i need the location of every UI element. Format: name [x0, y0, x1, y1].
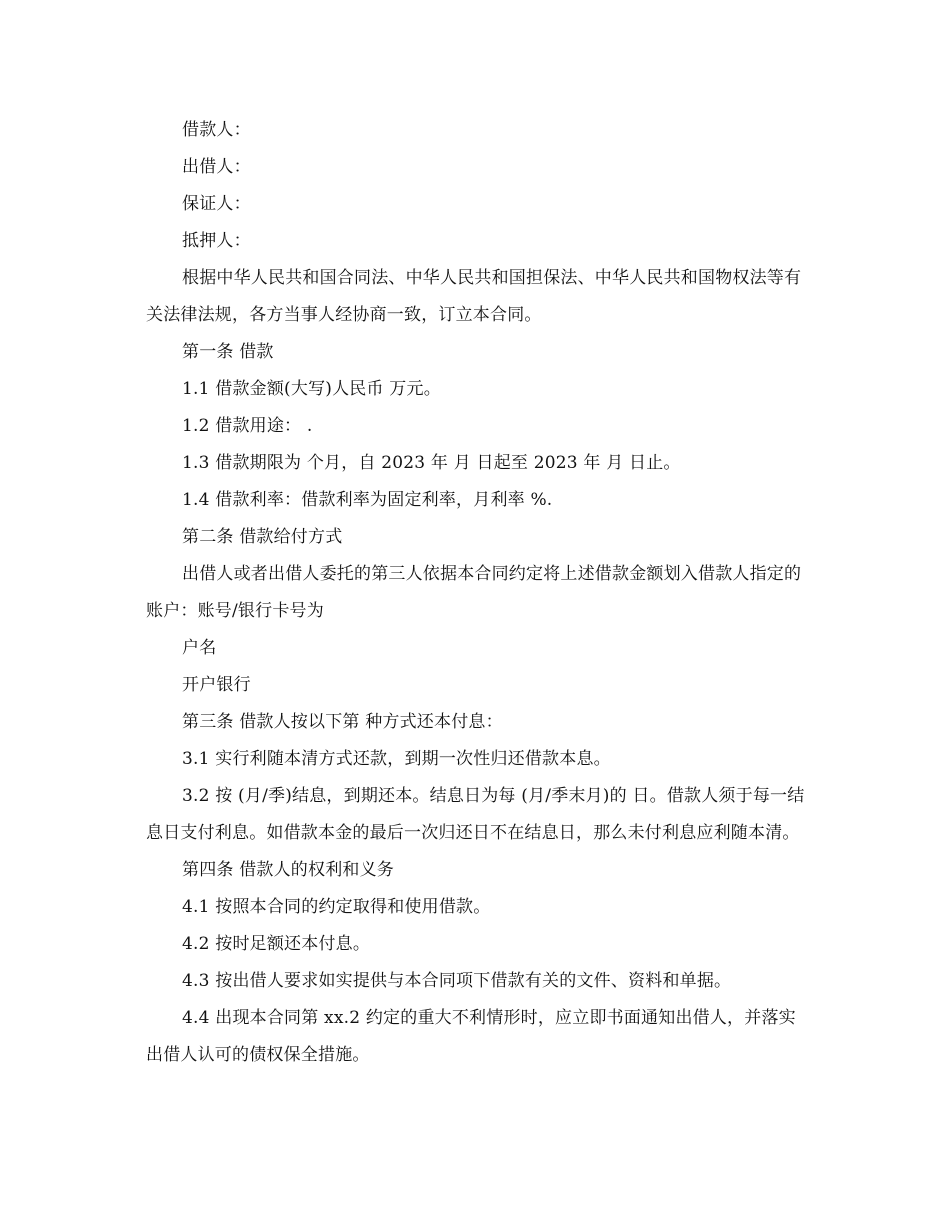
- document-body: [146, 112, 806, 1074]
- account-bank: 开户银行: [182, 675, 251, 695]
- clause-1-1: 1.1 借款金额(大写)人民币 万元。: [182, 379, 441, 399]
- party-lender: 出借人：: [182, 157, 251, 177]
- article-4-heading: 第四条 借款人的权利和义务: [182, 860, 395, 880]
- party-guarantor: 保证人：: [182, 194, 251, 214]
- party-mortgagor: 抵押人：: [182, 231, 251, 251]
- clause-4-4: 4.4 出现本合同第 xx.2 约定的重大不利情形时，应立即书面通知出借人，并落实出借人认可的债权保全措施。: [146, 1008, 796, 1065]
- clause-4-3: 4.3 按出借人要求如实提供与本合同项下借款有关的文件、资料和单据。: [182, 971, 732, 991]
- party-borrower: 借款人：: [182, 120, 251, 140]
- preamble: 根据中华人民共和国合同法、中华人民共和国担保法、中华人民共和国物权法等有关法律法规，各方当事人经协商一致，订立本合同。: [146, 268, 802, 325]
- article-2-heading: 第二条 借款给付方式: [182, 527, 343, 547]
- article-3-heading: 第三条 借款人按以下第 种方式还本付息：: [182, 712, 503, 732]
- account-name: 户名: [182, 638, 217, 658]
- article-2-body: 出借人或者出借人委托的第三人依据本合同约定将上述借款金额划入借款人指定的账户：账号/银行卡号为: [146, 564, 802, 621]
- clause-1-4: 1.4 借款利率：借款利率为固定利率，月利率 %.: [182, 490, 553, 510]
- clause-1-2: 1.2 借款用途： .: [182, 416, 313, 436]
- clause-3-1: 3.1 实行利随本清方式还款，到期一次性归还借款本息。: [182, 749, 611, 769]
- clause-1-3: 1.3 借款期限为 个月，自 2023 年 月 日起至 2023 年 月 日止。: [182, 453, 681, 473]
- article-1-heading: 第一条 借款: [182, 342, 274, 362]
- clause-3-2: 3.2 按 (月/季)结息，到期还本。结息日为每 (月/季末月)的 日。借款人须于每一结息日支付利息。如借款本金的最后一次归还日不在结息日，那么未付利息应利随本清。: [146, 786, 805, 843]
- clause-4-1: 4.1 按照本合同的约定取得和使用借款。: [182, 897, 491, 917]
- clause-4-2: 4.2 按时足额还本付息。: [182, 934, 371, 954]
